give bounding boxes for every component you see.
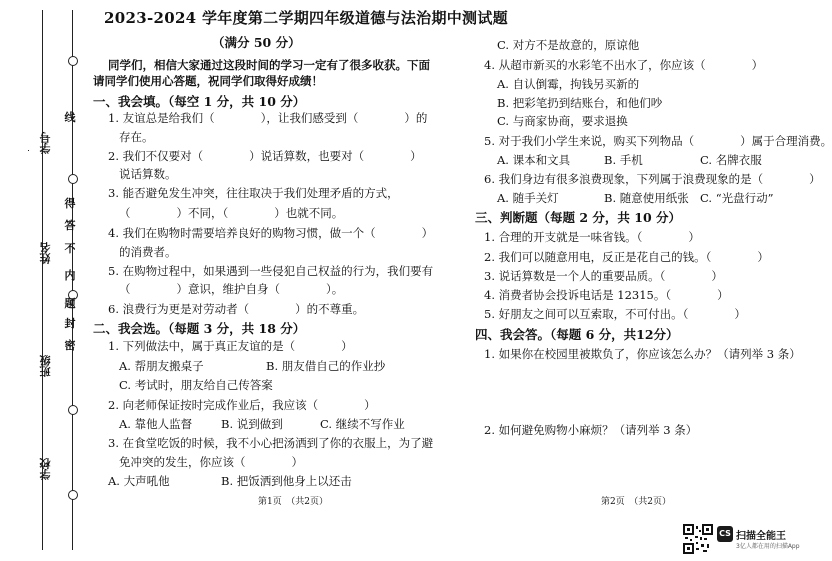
option: C. 继续不写作业 [320, 417, 405, 431]
scanner-brand: 扫描全能王 [736, 531, 786, 542]
question-line: 2. 如何避免购物小麻烦？（请列举 3 条） [484, 423, 698, 437]
qr-code-icon [683, 524, 713, 554]
judgement-item: 4. 消费者协会投诉电话是 12315。（ ） [484, 288, 729, 302]
option: A. 帮朋友搬桌子 [119, 359, 204, 373]
judgement-item: 3. 说话算数是一个人的重要品质。（ ） [484, 269, 723, 283]
name-label: 姓名 [39, 242, 52, 264]
school-label: 学校 [39, 458, 52, 480]
seal-char: 得 [64, 197, 76, 210]
seal-char: 内 [64, 269, 76, 282]
class-label: 班级 [39, 355, 52, 377]
question-line: 6. 浪费行为更是对劳动者（ ）的不尊重。 [108, 302, 365, 316]
full-score: （满分 50 分） [212, 35, 301, 50]
option: A. 靠他人监督 [119, 417, 193, 431]
question-line: 存在。 [119, 130, 154, 144]
question-line: 4. 从超市新买的水彩笔不出水了，你应该（ ） [484, 58, 764, 72]
question-line: 1. 如果你在校园里被欺负了，你应该怎么办？（请列举 3 条） [484, 347, 801, 361]
option: A. 随手关灯 [497, 191, 559, 205]
student-id-label: 学号 [39, 132, 52, 154]
option: B. 说到做到 [221, 417, 283, 431]
judgement-item: 1. 合理的开支就是一味省钱。（ ） [484, 230, 700, 244]
question-line: （ ）不同，（ ）也就不同。 [119, 206, 344, 220]
question-line: 免冲突的发生，你应该（ ） [119, 455, 303, 469]
option: C. 考试时，朋友给自己传答案 [119, 378, 273, 392]
section-heading: 三、判断题（每题 2 分，共 10 分） [475, 210, 682, 225]
question-line: （ ）意识，维护自身（ ）。 [119, 282, 344, 296]
question-line: 2. 我们不仅要对（ ）说话算数，也要对（ ） [108, 149, 422, 163]
question-line: 5. 对于我们小学生来说，购买下列物品（ ）属于合理消费。 [484, 134, 832, 148]
option: B. 手机 [604, 153, 643, 167]
question-line: 4. 我们在购物时需要培养良好的购物习惯，做一个（ ） [108, 226, 434, 240]
option: A. 自认倒霉，拘钱另买新的 [497, 77, 640, 91]
question-line: 6. 我们身边有很多浪费现象，下列属于浪费现象的是（ ） [484, 172, 821, 186]
section-heading: 一、我会填。（每空 1 分，共 10 分） [93, 94, 306, 109]
option: A. 大声吼他 [108, 474, 170, 488]
question-line: 2. 向老师保证按时完成作业后，我应该（ ） [108, 398, 376, 412]
page-footer: 第2页 （共2页） [601, 497, 671, 507]
section-heading: 四、我会答。（每题 6 分，共12分） [475, 327, 679, 342]
question-line: 的消费者。 [119, 245, 177, 259]
intro-line: 同学们，相信大家通过这段时间的学习一定有了很多收获。下面 [108, 58, 430, 72]
question-line: 1. 友谊总是给我们（ ），让我们感受到（ ）的 [108, 111, 428, 125]
question-line: 5. 在购物过程中，如果遇到一些侵犯自己权益的行为，我们要有 [108, 264, 434, 278]
section-heading: 二、我会选。（每题 3 分，共 18 分） [93, 321, 306, 336]
page-footer: 第1页 （共2页） [258, 497, 328, 507]
seal-char: 答 [64, 219, 76, 232]
judgement-item: 5. 好朋友之间可以互索取，不可付出。（ ） [484, 307, 746, 321]
option: B. 把饭洒到他身上以还击 [221, 474, 352, 488]
question-line: 3. 在食堂吃饭的时候，我不小心把汤洒到了你的衣服上，为了避 [108, 436, 434, 450]
seal-char: 题 [64, 297, 76, 310]
option: C. “光盘行动” [700, 191, 774, 205]
intro-line: 请同学们使用心答题，祝同学们取得好成绩！ [93, 74, 323, 88]
seal-char: 封 [64, 317, 76, 330]
option: B. 把彩笔扔到结账台，和他们吵 [497, 96, 663, 110]
judgement-item: 2. 我们可以随意用电，反正是花自己的钱。（ ） [484, 250, 769, 264]
question-line: 说话算数。 [119, 167, 177, 181]
seal-char: 不 [64, 242, 76, 255]
question-line: 3. 能否避免发生冲突，往往取决于我们处理矛盾的方式， [108, 186, 399, 200]
option: C. 名牌衣服 [700, 153, 762, 167]
question-line: 1. 下列做法中，属于真正友谊的是（ ） [108, 339, 353, 353]
option: B. 随意使用纸张 [604, 191, 689, 205]
option: C. 与商家协商，要求退换 [497, 114, 628, 128]
seal-char: 密 [64, 339, 76, 352]
option: C. 对方不是故意的，原谅他 [497, 38, 640, 52]
option: B. 朋友借自己的作业抄 [266, 359, 386, 373]
exam-title: 2023-2024 学年度第二学期四年级道德与法治期中测试题 [104, 9, 508, 27]
seal-char: 线 [64, 111, 76, 124]
scanner-tagline: 3亿人都在用的扫描App [736, 543, 800, 550]
option: A. 课本和文具 [497, 153, 571, 167]
camscanner-logo: CS [717, 526, 733, 542]
